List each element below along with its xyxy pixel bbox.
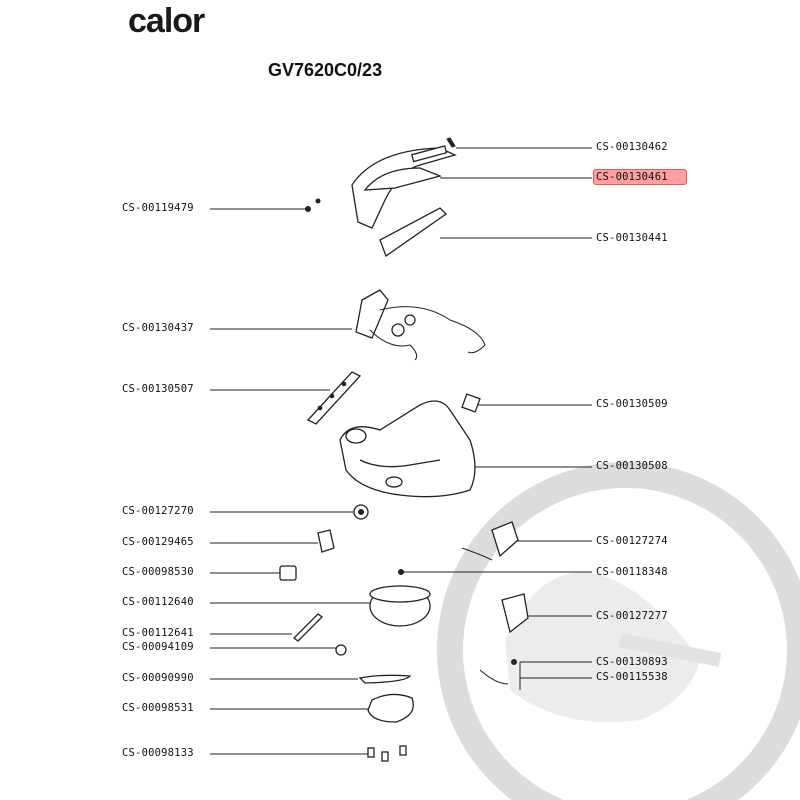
iron-handle-drawing xyxy=(306,138,456,256)
part-label-cs-00129465[interactable]: CS-00129465 xyxy=(122,536,194,548)
part-label-cs-00130893[interactable]: CS-00130893 xyxy=(596,656,668,668)
part-label-cs-00130462[interactable]: CS-00130462 xyxy=(596,141,668,153)
base-housing-drawing xyxy=(340,394,480,497)
part-label-cs-00127277[interactable]: CS-00127277 xyxy=(596,610,668,622)
part-label-cs-00098531[interactable]: CS-00098531 xyxy=(122,702,194,714)
part-label-cs-00130461-selected[interactable]: CS-00130461 xyxy=(593,169,687,185)
part-label-cs-00098530[interactable]: CS-00098530 xyxy=(122,566,194,578)
internal-harness-drawing xyxy=(356,290,485,360)
part-label-cs-00127274[interactable]: CS-00127274 xyxy=(596,535,668,547)
model-number: GV7620C0/23 xyxy=(268,60,383,80)
steam-rail-drawing xyxy=(308,372,360,424)
brand-logo: calor xyxy=(128,2,205,40)
watermark-logo xyxy=(450,475,800,800)
part-label-cs-00115538[interactable]: CS-00115538 xyxy=(596,671,668,683)
part-label-cs-00112641[interactable]: CS-00112641 xyxy=(122,627,194,639)
part-label-cs-00130508[interactable]: CS-00130508 xyxy=(596,460,668,472)
part-label-cs-00130507[interactable]: CS-00130507 xyxy=(122,383,194,395)
part-label-cs-00130509[interactable]: CS-00130509 xyxy=(596,398,668,410)
part-label-cs-00130437[interactable]: CS-00130437 xyxy=(122,322,194,334)
part-label-cs-00090990[interactable]: CS-00090990 xyxy=(122,672,194,684)
part-label-cs-00118348[interactable]: CS-00118348 xyxy=(596,566,668,578)
part-label-cs-00130441[interactable]: CS-00130441 xyxy=(596,232,668,244)
part-label-cs-00127270[interactable]: CS-00127270 xyxy=(122,505,194,517)
part-label-cs-00119479[interactable]: CS-00119479 xyxy=(122,202,194,214)
part-label-cs-00094109[interactable]: CS-00094109 xyxy=(122,641,194,653)
part-label-cs-00098133[interactable]: CS-00098133 xyxy=(122,747,194,759)
part-label-cs-00112640[interactable]: CS-00112640 xyxy=(122,596,194,608)
